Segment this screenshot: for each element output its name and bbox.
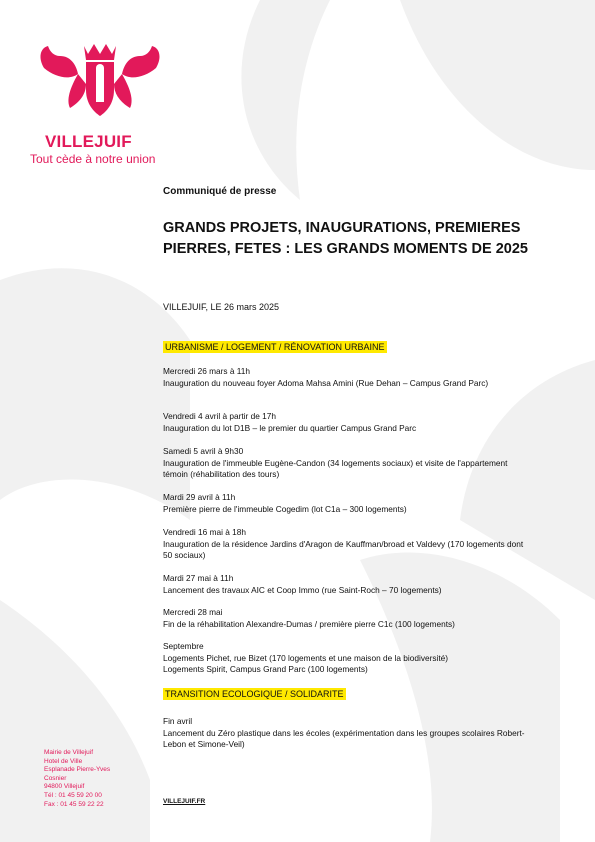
event-description: Lancement des travaux AIC et Coop Immo (rue Saint-Roch – 70 logements) — [163, 585, 442, 595]
website-link[interactable]: VILLEJUIF.FR — [163, 798, 206, 805]
address-line: Esplanade Pierre-Yves — [44, 766, 111, 774]
section-heading-urbanisme: URBANISME / LOGEMENT / RÉNOVATION URBAINE — [165, 342, 385, 352]
crown-icon — [84, 44, 116, 60]
event-item — [163, 366, 528, 389]
event-description: Première pierre de l'immeuble Cogedim (lot C1a – 300 logements) — [163, 504, 407, 514]
event-description: Inauguration du lot D1B – le premier du quartier Campus Grand Parc — [163, 423, 417, 433]
event-description: Inauguration de l'immeuble Eugène-Candon (34 logements sociaux) et visite de l'appartement témoin (réhabilitation des tours) — [163, 458, 508, 479]
address-line: 94800 Villejuif — [44, 783, 85, 791]
event-date: Mardi 29 avril à 11h — [163, 492, 236, 502]
event-item — [163, 607, 528, 630]
event-item — [163, 573, 528, 596]
section-heading-transition: TRANSITION ECOLOGIQUE / SOLIDARITE — [165, 689, 344, 699]
event-date: Vendredi 16 mai à 18h — [163, 527, 247, 537]
address-line: Mairie de Villejuif — [44, 749, 94, 756]
brand-slogan: Tout cède à notre union — [30, 152, 156, 166]
event-item — [163, 446, 528, 480]
event-date: Mercredi 26 mars à 11h — [163, 366, 250, 376]
brand-name: VILLEJUIF — [45, 132, 132, 151]
event-date: Fin avril — [163, 716, 193, 726]
event-date: Septembre — [163, 641, 204, 651]
document-date: VILLEJUIF, LE 26 mars 2025 — [163, 302, 280, 312]
event-description: Lancement du Zéro plastique dans les écoles (expérimentation dans les groupes scolaires Robert-Lebon et Simone-Veil) — [163, 728, 525, 749]
villejuif-logo — [30, 38, 170, 128]
event-item — [163, 716, 528, 750]
event-date: Mercredi 28 mai — [163, 607, 223, 617]
event-description: Inauguration de la résidence Jardins d'Aragon de Kauffman/broad et Valdevy (170 logements dont 50 sociaux) — [163, 539, 524, 560]
event-item — [163, 492, 528, 515]
document-type: Communiqué de presse — [163, 186, 277, 197]
footer-address — [44, 749, 134, 809]
address-line: Tél : 01 45 59 20 00 — [44, 791, 102, 799]
left-bird-icon — [41, 46, 78, 77]
event-description: Logements Pichet, rue Bizet (170 logements et une maison de la biodiversité) — [163, 653, 449, 663]
event-date: Mardi 27 mai à 11h — [163, 573, 234, 583]
address-line: Fax : 01 45 59 22 22 — [44, 800, 104, 808]
event-description-2: Logements Spirit, Campus Grand Parc (100 logements) — [163, 664, 368, 674]
right-bird-icon — [122, 46, 159, 77]
event-date: Samedi 5 avril à 9h30 — [163, 446, 244, 456]
event-date: Vendredi 4 avril à partir de 17h — [163, 411, 277, 421]
event-description: Inauguration du nouveau foyer Adoma Mahsa Amini (Rue Dehan – Campus Grand Parc) — [163, 378, 489, 388]
document-title: GRANDS PROJETS, INAUGURATIONS, PREMIERES PIERRES, FETES : LES GRANDS MOMENTS DE 2025 — [163, 220, 528, 257]
event-item — [163, 641, 528, 675]
event-item — [163, 411, 528, 434]
address-line: Cosnier — [44, 774, 67, 782]
event-description: Fin de la réhabilitation Alexandre-Dumas / première pierre C1c (100 logements) — [163, 619, 455, 629]
event-item — [163, 527, 528, 561]
address-line: Hotel de Ville — [44, 757, 83, 765]
